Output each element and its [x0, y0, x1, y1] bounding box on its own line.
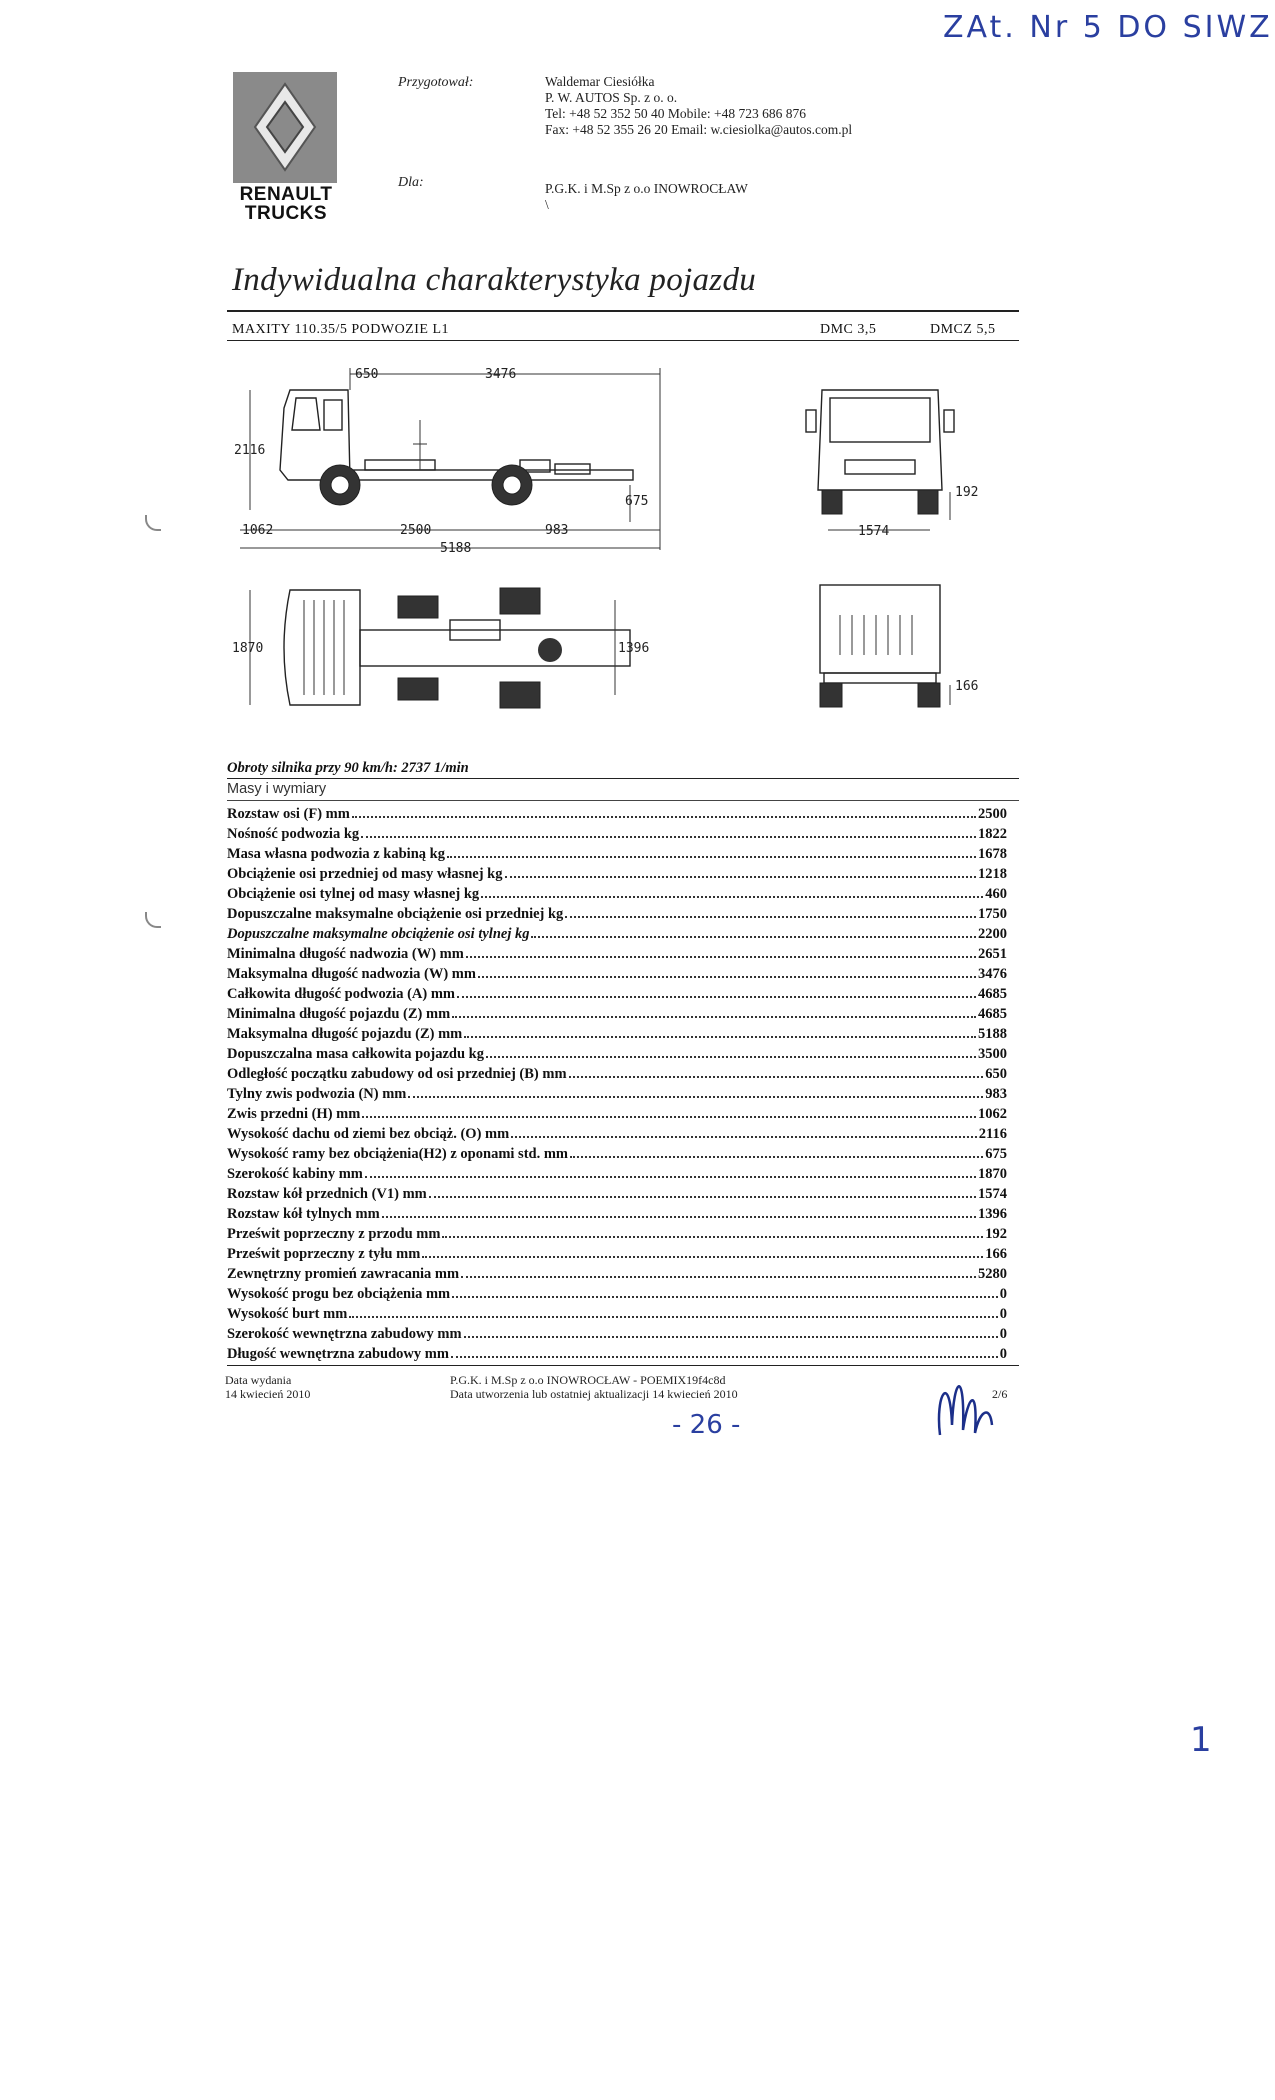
- leader-dots: [429, 1196, 976, 1198]
- spec-row: [227, 883, 1007, 903]
- for-name: P.G.K. i M.Sp z o.o INOWROCŁAW: [545, 181, 748, 196]
- spec-label: Dopuszczalna masa całkowita pojazdu kg: [227, 1046, 484, 1062]
- dim-front-192: 192: [955, 485, 979, 500]
- leader-dots: [481, 896, 983, 898]
- spec-value: 1574: [978, 1186, 1007, 1202]
- spec-label: Prześwit poprzeczny z tyłu mm: [227, 1246, 421, 1262]
- prepared-company: P. W. AUTOS Sp. z o. o.: [545, 90, 678, 105]
- leader-dots: [382, 1216, 976, 1218]
- leader-dots: [505, 876, 977, 878]
- footer-date-value: 14 kwiecień 2010: [225, 1387, 311, 1401]
- handwritten-page-number: - 26 -: [672, 1410, 741, 1440]
- spec-value: 5280: [978, 1266, 1007, 1282]
- spec-value: 5188: [978, 1026, 1007, 1042]
- spec-value: 1678: [978, 846, 1007, 862]
- spec-label: Prześwit poprzeczny z przodu mm: [227, 1226, 441, 1242]
- spec-row: [227, 1103, 1007, 1123]
- prepared-block: [545, 74, 852, 138]
- dim-side-675: 675: [625, 494, 649, 509]
- section-rule: [227, 800, 1019, 801]
- footer-date: [225, 1373, 310, 1401]
- spec-row: [227, 1063, 1007, 1083]
- spec-bottom-rule: [227, 1365, 1019, 1366]
- leader-dots: [531, 936, 976, 938]
- spec-label: Minimalna długość pojazdu (Z) mm: [227, 1006, 451, 1022]
- spec-label: Odległość początku zabudowy od osi przedniej (B) mm: [227, 1066, 567, 1082]
- spec-row: [227, 823, 1007, 843]
- leader-dots: [565, 916, 976, 918]
- margin-mark: [145, 912, 161, 928]
- spec-row: [227, 903, 1007, 923]
- footer-date-label: Data wydania: [225, 1373, 292, 1387]
- front-view-drawing: [800, 380, 990, 540]
- spec-label: Maksymalna długość nadwozia (W) mm: [227, 966, 476, 982]
- spec-label: Maksymalna długość pojazdu (Z) mm: [227, 1026, 463, 1042]
- model-dmc: DMC 3,5: [820, 322, 877, 337]
- spec-label: Dopuszczalne maksymalne obciążenie osi tylnej kg: [227, 926, 530, 942]
- spec-row: [227, 863, 1007, 883]
- spec-row: [227, 1183, 1007, 1203]
- leader-dots: [478, 976, 976, 978]
- leader-dots: [408, 1096, 983, 1098]
- leader-dots: [466, 956, 976, 958]
- signature: [930, 1355, 1000, 1445]
- spec-label: Wysokość burt mm: [227, 1306, 348, 1322]
- leader-dots: [569, 1076, 984, 1078]
- spec-value: 3500: [978, 1046, 1007, 1062]
- spec-row: [227, 1243, 1007, 1263]
- footer-center-line2: Data utworzenia lub ostatniej aktualizacji 14 kwiecień 2010: [450, 1387, 738, 1401]
- leader-dots: [464, 1336, 998, 1338]
- spec-value: 192: [985, 1226, 1007, 1242]
- spec-value: 2500: [978, 806, 1007, 822]
- spec-label: Minimalna długość nadwozia (W) mm: [227, 946, 464, 962]
- margin-mark: [145, 515, 161, 531]
- spec-value: 0: [999, 1346, 1007, 1362]
- spec-value: 1822: [978, 826, 1007, 842]
- dim-side-2500: 2500: [400, 523, 432, 538]
- leader-dots: [486, 1056, 976, 1058]
- spec-value: 460: [985, 886, 1007, 902]
- spec-row: [227, 1123, 1007, 1143]
- spec-value: 166: [985, 1246, 1007, 1262]
- leader-dots: [452, 1016, 976, 1018]
- spec-row: [227, 923, 1007, 943]
- prepared-phone: Tel: +48 52 352 50 40 Mobile: +48 723 686 876: [545, 106, 807, 121]
- leader-dots: [451, 1356, 998, 1358]
- spec-value: 4685: [978, 986, 1007, 1002]
- spec-label: Nośność podwozia kg: [227, 826, 360, 842]
- spec-value: 0: [999, 1306, 1007, 1322]
- spec-row: [227, 843, 1007, 863]
- spec-value: 1750: [978, 906, 1007, 922]
- leader-dots: [452, 1296, 998, 1298]
- leader-dots: [442, 1236, 983, 1238]
- page-title: Indywidualna charakterystyka pojazdu: [232, 262, 757, 298]
- spec-value: 3476: [978, 966, 1007, 982]
- prepared-label: Przygotował:: [398, 75, 474, 90]
- spec-value: 1062: [978, 1106, 1007, 1122]
- spec-row: [227, 1043, 1007, 1063]
- spec-label: Dopuszczalne maksymalne obciążenie osi przedniej kg: [227, 906, 564, 922]
- leader-dots: [464, 1036, 976, 1038]
- spec-label: Tylny zwis podwozia (N) mm: [227, 1086, 407, 1102]
- spec-label: Wysokość ramy bez obciążenia(H2) z oponami std. mm: [227, 1146, 568, 1162]
- handwritten-corner-number: 1: [1190, 1720, 1212, 1760]
- spec-row: [227, 1083, 1007, 1103]
- spec-value: 1396: [978, 1206, 1007, 1222]
- spec-label: Długość wewnętrzna zabudowy mm: [227, 1346, 449, 1362]
- spec-row: [227, 1023, 1007, 1043]
- footer-page: 2/6: [992, 1387, 1008, 1401]
- spec-label: Rozstaw osi (F) mm: [227, 806, 350, 822]
- leader-dots: [365, 1176, 976, 1178]
- spec-row: [227, 1303, 1007, 1323]
- spec-row: [227, 1263, 1007, 1283]
- spec-value: 1870: [978, 1166, 1007, 1182]
- spec-label: Całkowita długość podwozia (A) mm: [227, 986, 455, 1002]
- brand-name: RENAULT TRUCKS: [239, 184, 333, 224]
- model-name: MAXITY 110.35/5 PODWOZIE L1: [232, 322, 449, 337]
- dim-side-2116: 2116: [234, 443, 266, 458]
- leader-dots: [362, 1116, 976, 1118]
- spec-value: 675: [985, 1146, 1007, 1162]
- spec-label: Szerokość wewnętrzna zabudowy mm: [227, 1326, 462, 1342]
- section-title: Masy i wymiary: [227, 781, 327, 797]
- spec-value: 2200: [978, 926, 1007, 942]
- spec-label: Wysokość progu bez obciążenia mm: [227, 1286, 451, 1302]
- spec-label: Rozstaw kół tylnych mm: [227, 1206, 380, 1222]
- spec-label: Masa własna podwozia z kabiną kg: [227, 846, 445, 862]
- dim-top-1396: 1396: [618, 641, 650, 656]
- footer-center: [450, 1373, 738, 1401]
- leader-dots: [461, 1276, 976, 1278]
- spec-value: 650: [985, 1066, 1007, 1082]
- model-rule: [227, 340, 1019, 341]
- spec-table: [227, 803, 1007, 1363]
- engine-note: Obroty silnika przy 90 km/h: 2737 1/min: [227, 760, 469, 776]
- side-view-drawing: [220, 360, 680, 560]
- dim-side-650: 650: [355, 367, 379, 382]
- dim-side-3476: 3476: [485, 367, 517, 382]
- diamond-logo-icon: [233, 72, 337, 183]
- prepared-name: Waldemar Ciesiółka: [545, 74, 655, 89]
- dim-rear-166: 166: [955, 679, 979, 694]
- for-block: [545, 181, 748, 213]
- top-view-drawing: [220, 570, 660, 730]
- rear-view-drawing: [800, 575, 990, 715]
- spec-value: 4685: [978, 1006, 1007, 1022]
- spec-row: [227, 1343, 1007, 1363]
- spec-row: [227, 803, 1007, 823]
- spec-row: [227, 1323, 1007, 1343]
- dim-side-983: 983: [545, 523, 569, 538]
- for-label: Dla:: [398, 175, 424, 190]
- spec-value: 983: [985, 1086, 1007, 1102]
- leader-dots: [511, 1136, 977, 1138]
- spec-value: 2116: [978, 1126, 1007, 1142]
- model-dmcz: DMCZ 5,5: [930, 322, 996, 337]
- spec-label: Zwis przedni (H) mm: [227, 1106, 361, 1122]
- spec-row: [227, 1143, 1007, 1163]
- spec-label: Obciążenie osi przedniej od masy własnej kg: [227, 866, 503, 882]
- leader-dots: [422, 1256, 983, 1258]
- spec-label: Rozstaw kół przednich (V1) mm: [227, 1186, 427, 1202]
- spec-row: [227, 1003, 1007, 1023]
- spec-row: [227, 1163, 1007, 1183]
- spec-value: 0: [999, 1326, 1007, 1342]
- spec-row: [227, 963, 1007, 983]
- leader-dots: [361, 836, 976, 838]
- spec-row: [227, 983, 1007, 1003]
- spec-row: [227, 1223, 1007, 1243]
- for-extra: \: [545, 197, 549, 212]
- spec-row: [227, 1283, 1007, 1303]
- prepared-fax: Fax: +48 52 355 26 20 Email: w.ciesiolka@autos.com.pl: [545, 122, 853, 137]
- footer-center-line1: P.G.K. i M.Sp z o.o INOWROCŁAW - POEMIX19f4c8d: [450, 1373, 726, 1387]
- engine-note-rule: [227, 778, 1019, 779]
- spec-row: [227, 943, 1007, 963]
- spec-value: 2651: [978, 946, 1007, 962]
- leader-dots: [352, 816, 976, 818]
- leader-dots: [457, 996, 976, 998]
- dim-front-1574: 1574: [858, 524, 890, 539]
- title-rule: [227, 310, 1019, 312]
- spec-label: Wysokość dachu od ziemi bez obciąż. (O) mm: [227, 1126, 510, 1142]
- spec-row: [227, 1203, 1007, 1223]
- dim-side-5188: 5188: [440, 541, 472, 556]
- handwritten-annotation: ZAt. Nr 5 DO SIWZ: [943, 10, 1273, 45]
- spec-value: 0: [999, 1286, 1007, 1302]
- dim-side-1062: 1062: [242, 523, 274, 538]
- dim-top-1870: 1870: [232, 641, 264, 656]
- spec-label: Szerokość kabiny mm: [227, 1166, 363, 1182]
- spec-value: 1218: [978, 866, 1007, 882]
- spec-label: Zewnętrzny promień zawracania mm: [227, 1266, 460, 1282]
- leader-dots: [447, 856, 976, 858]
- renault-logo: [233, 72, 337, 183]
- leader-dots: [349, 1316, 997, 1318]
- spec-label: Obciążenie osi tylnej od masy własnej kg: [227, 886, 480, 902]
- leader-dots: [570, 1156, 983, 1158]
